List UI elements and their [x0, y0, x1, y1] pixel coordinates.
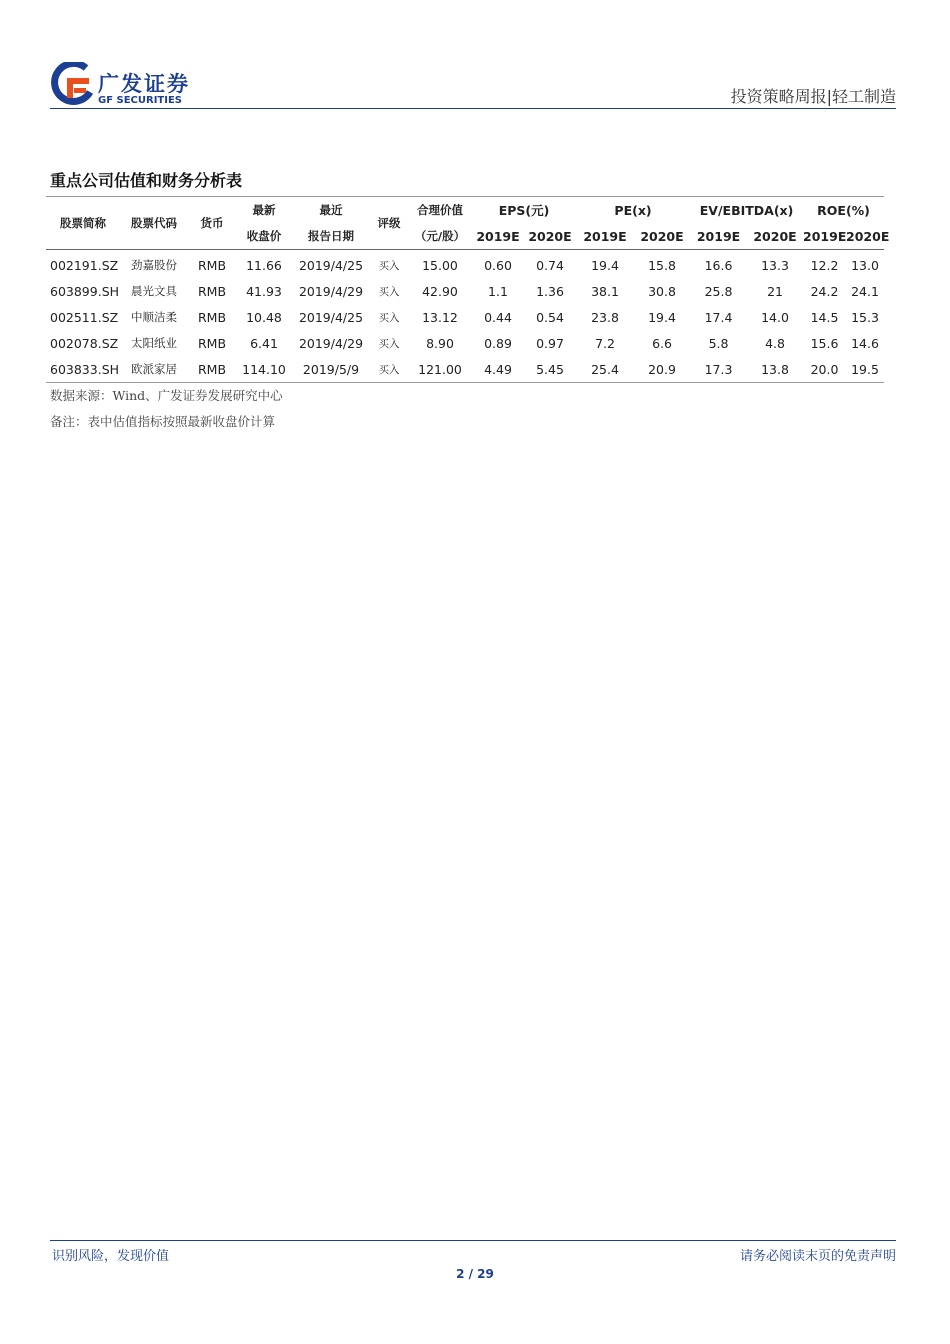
header-year: 2020E: [747, 223, 803, 250]
cell-pe-2020: 30.8: [648, 283, 676, 299]
table-title: 重点公司估值和财务分析表: [50, 171, 243, 190]
header-year: 2019E: [690, 223, 747, 250]
header-pe: PE(x): [576, 197, 690, 224]
data-source-note: 数据来源：Wind、广发证券发展研究中心: [50, 388, 283, 403]
cell-close: 41.93: [246, 283, 282, 299]
cell-roe-2020: 15.3: [851, 309, 879, 325]
cell-pe-2019: 38.1: [591, 283, 619, 299]
cell-name: 中顺洁柔: [131, 310, 177, 324]
cell-roe-2019: 12.2: [810, 257, 839, 273]
cell-ev-2019: 16.6: [704, 257, 733, 273]
cell-ev-2020: 13.8: [747, 356, 803, 383]
table-row: [46, 304, 884, 330]
cell-eps-2020: 0.54: [536, 309, 564, 325]
cell-date: 2019/5/9: [292, 356, 370, 383]
cell-code: 002191.SZ: [50, 257, 119, 273]
cell-currency: RMB: [197, 283, 227, 299]
table-header-row: [46, 197, 884, 224]
cell-currency: RMB: [197, 257, 227, 273]
cell-rating: 买入: [370, 356, 408, 383]
cell-eps-2020: 5.45: [524, 356, 576, 383]
cell-pe-2020: 6.6: [652, 335, 672, 351]
header-year: 2020E: [634, 223, 690, 250]
header-report-date: 报告日期: [292, 223, 370, 250]
header-currency: 货币: [188, 197, 236, 250]
cell-name: 太阳纸业: [131, 336, 177, 350]
cell-roe-2019: 14.5: [810, 309, 839, 325]
cell-roe-2020: 19.5: [846, 356, 884, 383]
cell-roe-2019: 20.0: [803, 356, 846, 383]
header-recent: 最近: [292, 197, 370, 224]
header-latest: 最新: [236, 197, 292, 224]
footer-slogan: 识别风险，发现价值: [52, 1249, 170, 1264]
cell-date: 2019/4/25: [298, 309, 364, 325]
table-row: [46, 278, 884, 304]
cell-pe-2019: 7.2: [595, 335, 615, 351]
header-year: 2020E: [524, 223, 576, 250]
cell-pe-2019: 19.4: [591, 257, 619, 273]
header-rating: 评级: [370, 197, 408, 250]
header-year: 2020E: [846, 223, 884, 250]
cell-eps-2019: 1.1: [488, 283, 508, 299]
cell-rating: 买入: [378, 285, 400, 298]
cell-ev-2020: 13.3: [761, 257, 789, 273]
header-stock-name: 股票简称: [46, 197, 120, 250]
report-title: 投资策略周报|轻工制造: [730, 87, 896, 106]
cell-eps-2020: 1.36: [536, 283, 564, 299]
gf-logo-icon: [50, 62, 94, 106]
cell-currency: RMB: [197, 309, 227, 325]
cell-currency: RMB: [188, 356, 236, 383]
cell-ev-2020: 14.0: [761, 309, 789, 325]
cell-fair: 15.00: [422, 257, 458, 273]
cell-ev-2019: 17.3: [690, 356, 747, 383]
cell-currency: RMB: [197, 335, 227, 351]
header-stock-code: 股票代码: [120, 197, 188, 250]
cell-eps-2019: 0.60: [484, 257, 512, 273]
footer-divider: [50, 1240, 896, 1241]
header-close-price: 收盘价: [236, 223, 292, 250]
cell-close: 6.41: [250, 335, 278, 351]
header-year: 2019E: [472, 223, 524, 250]
cell-code: 603833.SH: [46, 356, 120, 383]
cell-fair: 13.12: [422, 309, 458, 325]
cell-eps-2019: 0.44: [484, 309, 512, 325]
cell-fair: 8.90: [426, 335, 454, 351]
cell-name: 劲嘉股份: [131, 258, 177, 272]
cell-fair: 121.00: [408, 356, 472, 383]
cell-roe-2020: 13.0: [851, 257, 879, 273]
header-fair-value-unit: （元/股）: [408, 223, 472, 250]
valuation-table: [46, 196, 890, 383]
header-ev-ebitda: EV/EBITDA(x): [690, 197, 803, 224]
cell-ev-2020: 21: [767, 283, 783, 299]
cell-pe-2019: 23.8: [591, 309, 619, 325]
header-eps: EPS(元): [472, 197, 576, 224]
cell-date: 2019/4/29: [298, 335, 364, 351]
page-header: [50, 62, 896, 110]
cell-ev-2019: 25.8: [704, 283, 733, 299]
cell-pe-2020: 19.4: [648, 309, 676, 325]
cell-close: 10.48: [246, 309, 282, 325]
cell-roe-2019: 24.2: [810, 283, 839, 299]
footer-disclaimer: 请务必阅读末页的免责声明: [739, 1249, 896, 1264]
cell-eps-2020: 0.97: [536, 335, 564, 351]
logo-chinese-text: 广发证券: [98, 72, 190, 96]
cell-date: 2019/4/25: [298, 257, 364, 273]
header-fair-value: 合理价值: [408, 197, 472, 224]
table-row: [46, 356, 884, 383]
cell-pe-2020: 15.8: [648, 257, 676, 273]
cell-eps-2019: 0.89: [484, 335, 512, 351]
cell-rating: 买入: [378, 259, 400, 272]
cell-roe-2020: 14.6: [851, 335, 879, 351]
cell-code: 603899.SH: [50, 283, 120, 299]
header-divider: [50, 108, 896, 109]
cell-fair: 42.90: [422, 283, 458, 299]
cell-roe-2019: 15.6: [810, 335, 839, 351]
cell-rating: 买入: [378, 311, 400, 324]
table-row: [46, 330, 884, 356]
cell-name: 晨光文具: [131, 284, 177, 298]
header-roe: ROE(%): [803, 197, 884, 224]
cell-pe-2020: 20.9: [634, 356, 690, 383]
header-year: 2019E: [576, 223, 634, 250]
cell-ev-2019: 5.8: [708, 335, 729, 351]
logo-english-text: GF SECURITIES: [98, 95, 183, 106]
cell-name: 欧派家居: [120, 356, 188, 383]
remark-note: 备注：表中估值指标按照最新收盘价计算: [50, 414, 276, 429]
cell-roe-2020: 24.1: [851, 283, 879, 299]
page-number: 2 / 29: [456, 1267, 494, 1281]
cell-ev-2019: 17.4: [704, 309, 733, 325]
cell-eps-2020: 0.74: [536, 257, 564, 273]
table-row: [46, 250, 884, 279]
cell-close: 114.10: [236, 356, 292, 383]
cell-date: 2019/4/29: [298, 283, 364, 299]
cell-rating: 买入: [378, 337, 400, 350]
gf-securities-logo: [50, 62, 210, 108]
cell-code: 002078.SZ: [50, 335, 119, 351]
header-year: 2019E: [803, 223, 846, 250]
cell-eps-2019: 4.49: [472, 356, 524, 383]
cell-ev-2020: 4.8: [765, 335, 785, 351]
cell-pe-2019: 25.4: [576, 356, 634, 383]
cell-code: 002511.SZ: [50, 309, 119, 325]
cell-close: 11.66: [246, 257, 282, 273]
